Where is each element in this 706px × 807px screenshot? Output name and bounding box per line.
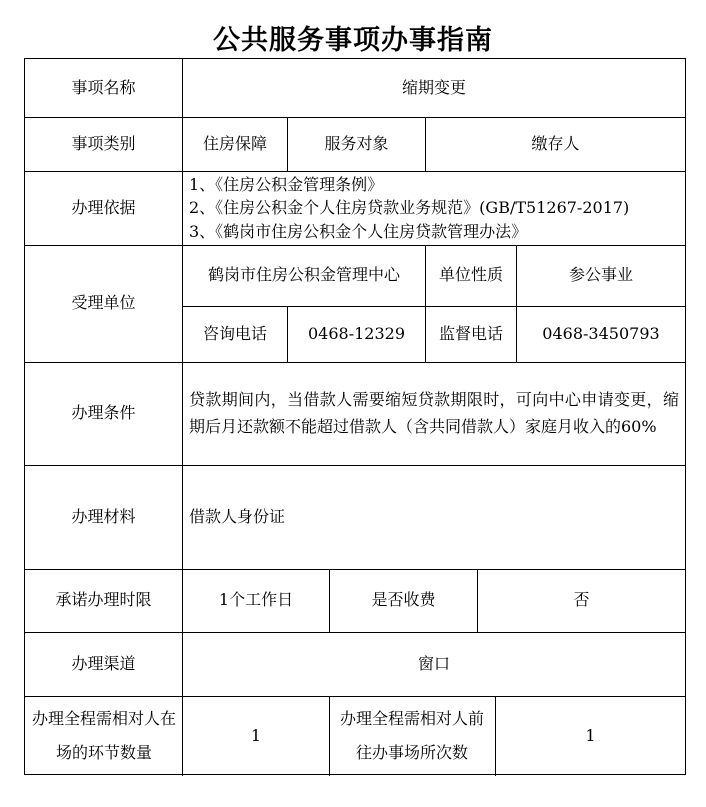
item-name-label: 事项名称 <box>71 77 136 97</box>
unit-name: 鹤岗市住房公积金管理中心 <box>207 265 400 285</box>
supervise-phone-label: 监督电话 <box>438 324 503 344</box>
conditions-text: 贷款期间内，当借款人需要缩短贷款期限时，可向中心申请变更，缩期后月还款额不能超过借款人（含共同借款人）家庭月收入的60% <box>189 390 679 436</box>
item-type-value: 住房保障 <box>202 133 267 153</box>
time-limit-label: 承诺办理时限 <box>55 590 152 610</box>
materials-label: 办理材料 <box>71 506 136 526</box>
service-target-label: 服务对象 <box>324 133 389 153</box>
service-target-value: 缴存人 <box>531 133 580 153</box>
basis-item: 1、《住房公积金管理条例》 <box>189 175 384 195</box>
presence-value: 1 <box>250 725 262 745</box>
unit-nature-label: 单位性质 <box>438 265 503 285</box>
basis-item: 3、《鹤岗市住房公积金个人住房贷款管理办法》 <box>189 221 528 241</box>
visits-label: 办理全程需相对人前往办事场所次数 <box>339 709 484 762</box>
channel-label: 办理渠道 <box>71 653 136 673</box>
basis-label: 办理依据 <box>71 197 136 217</box>
unit-label: 受理单位 <box>71 293 136 313</box>
visits-value: 1 <box>585 725 596 745</box>
consult-phone-value: 0468-12329 <box>307 324 406 344</box>
supervise-phone-value: 0468-3450793 <box>542 324 660 344</box>
basis-list <box>189 171 683 245</box>
guide-table <box>24 58 686 775</box>
time-limit-value: 1个工作日 <box>218 590 294 610</box>
page-title: 公共服务事项办事指南 <box>213 25 493 56</box>
fee-label: 是否收费 <box>371 590 436 610</box>
item-name-value: 缩期变更 <box>401 77 466 97</box>
item-type-label: 事项类别 <box>71 133 136 153</box>
materials-text: 借款人身份证 <box>189 506 286 526</box>
basis-item: 2、《住房公积金个人住房贷款业务规范》(GB/T51267-2017) <box>189 198 630 218</box>
presence-label: 办理全程需相对人在场的环节数量 <box>31 709 176 762</box>
channel-value: 窗口 <box>417 653 450 673</box>
fee-value: 否 <box>573 590 590 610</box>
unit-nature-value: 参公事业 <box>568 265 633 285</box>
conditions-label: 办理条件 <box>71 403 136 423</box>
consult-phone-label: 咨询电话 <box>202 324 267 344</box>
